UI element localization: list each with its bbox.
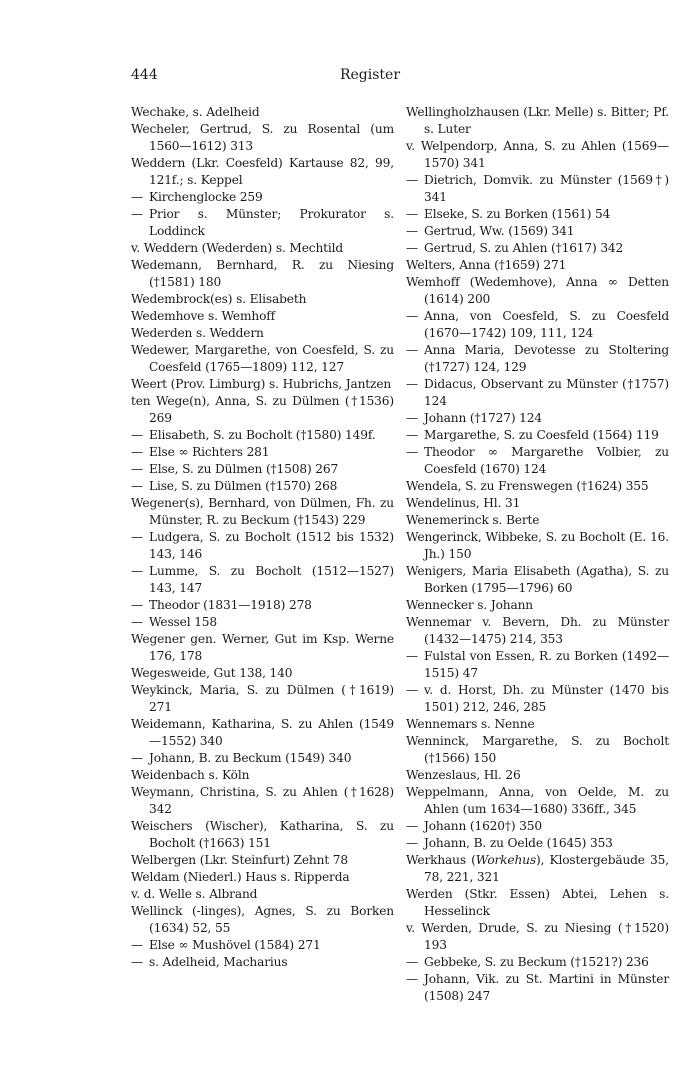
running-head: Register: [339, 67, 401, 83]
index-entry: [406, 104, 669, 138]
index-entry: [131, 393, 394, 427]
repeat-dash: —: [131, 564, 144, 578]
entry-text: Wennecker s. Johann: [406, 598, 533, 612]
entry-text: Werkhaus (: [406, 853, 476, 867]
entry-text: Welters, Anna (†1659) 271: [406, 258, 567, 272]
entry-text: Kirchenglocke 259: [149, 190, 263, 204]
repeat-dash: —: [406, 241, 419, 255]
entry-text: v. Welpendorp, Anna, S. zu Ahlen (1569—1570) 341: [406, 139, 669, 170]
index-entry: [131, 342, 394, 376]
entry-text: Wecheler, Gertrud, S. zu Rosental (um 1560—1612) 313: [131, 122, 394, 153]
entry-text: Else ∞ Richters 281: [149, 445, 270, 459]
index-entry: [131, 495, 394, 529]
repeat-dash: —: [131, 428, 144, 442]
index-subentry: [406, 971, 669, 1005]
index-entry: [131, 325, 394, 342]
index-entry: [131, 376, 394, 393]
index-column-left: [131, 104, 394, 971]
entry-text: Theodor ∞ Margarethe Volbier, zu Coesfeld (1670) 124: [424, 445, 669, 476]
index-entry: [406, 257, 669, 274]
entry-text: Weldam (Niederl.) Haus s. Ripperda: [131, 870, 350, 884]
entry-text: Gebbeke, S. zu Beckum (†1521?) 236: [424, 955, 649, 969]
entry-text: Johann, B. zu Beckum (1549) 340: [149, 751, 352, 765]
index-entry: [131, 852, 394, 869]
repeat-dash: —: [406, 343, 419, 357]
index-subentry: [131, 427, 394, 444]
index-entry: [406, 716, 669, 733]
index-subentry: [131, 614, 394, 631]
repeat-dash: —: [406, 411, 419, 425]
index-entry: [131, 631, 394, 665]
entry-text: Wegener(s), Bernhard, von Dülmen, Fh. zu Münster, R. zu Beckum (†1543) 229: [131, 496, 394, 527]
index-subentry: [131, 529, 394, 563]
index-entry: [406, 512, 669, 529]
index-entry: [131, 784, 394, 818]
index-subentry: [131, 597, 394, 614]
entry-text: v. Werden, Drude, S. zu Niesing (†1520) 193: [406, 921, 669, 952]
index-entry: [406, 478, 669, 495]
index-subentry: [406, 818, 669, 835]
index-entry: [131, 886, 394, 903]
index-entry: [131, 291, 394, 308]
entry-text: Else, S. zu Dülmen (†1508) 267: [149, 462, 339, 476]
repeat-dash: —: [406, 955, 419, 969]
repeat-dash: —: [406, 207, 419, 221]
entry-text: Wengerinck, Wibbeke, S. zu Bocholt (E. 16. Jh.) 150: [406, 530, 669, 561]
entry-text: Wenigers, Maria Elisabeth (Agatha), S. zu Borken (1795—1796) 60: [406, 564, 669, 595]
entry-text: s. Adelheid, Macharius: [149, 955, 288, 969]
repeat-dash: —: [406, 819, 419, 833]
index-subentry: [406, 223, 669, 240]
repeat-dash: —: [131, 598, 144, 612]
index-subentry: [131, 954, 394, 971]
index-subentry: [406, 427, 669, 444]
entry-text: Wemhoff (Wedemhove), Anna ∞ Detten (1614) 200: [406, 275, 669, 306]
entry-text: Elseke, S. zu Borken (1561) 54: [424, 207, 611, 221]
index-entry: [406, 529, 669, 563]
entry-text: Lise, S. zu Dülmen (†1570) 268: [149, 479, 338, 493]
index-subentry: [406, 835, 669, 852]
entry-text: ten Wege(n), Anna, S. zu Dülmen (†1536) 269: [131, 394, 394, 425]
index-subentry: [406, 172, 669, 206]
entry-text: Werden (Stkr. Essen) Abtei, Lehen s. Hesselinck: [406, 887, 669, 918]
entry-text: Gertrud, Ww. (1569) 341: [424, 224, 575, 238]
entry-text: Prior s. Münster; Prokurator s. Loddinck: [149, 207, 394, 238]
entry-text: Wegener gen. Werner, Gut im Ksp. Werne 176, 178: [131, 632, 394, 663]
index-subentry: [131, 461, 394, 478]
entry-text: Else ∞ Mushövel (1584) 271: [149, 938, 321, 952]
entry-text: Wessel 158: [149, 615, 217, 629]
index-subentry: [131, 937, 394, 954]
entry-text: v. Weddern (Wederden) s. Mechtild: [131, 241, 344, 255]
index-entry: [131, 818, 394, 852]
entry-text: ), Klostergebäude 35, 78, 221, 321: [424, 853, 669, 884]
repeat-dash: —: [406, 972, 419, 986]
entry-text: Wendelinus, Hl. 31: [406, 496, 521, 510]
index-entry: [131, 903, 394, 937]
entry-text: Wederden s. Weddern: [131, 326, 264, 340]
entry-text: Wenzeslaus, Hl. 26: [406, 768, 521, 782]
index-entry: [406, 597, 669, 614]
index-entry: [131, 665, 394, 682]
index-entry: [131, 155, 394, 189]
entry-text: Wenemerinck s. Berte: [406, 513, 540, 527]
index-subentry: [131, 444, 394, 461]
entry-text: Theodor (1831—1918) 278: [149, 598, 312, 612]
index-entry: [131, 257, 394, 291]
index-subentry: [406, 342, 669, 376]
index-column-right: [406, 104, 669, 1005]
entry-text: Johann (1620†) 350: [424, 819, 542, 833]
entry-text: Weidenbach s. Köln: [131, 768, 250, 782]
index-entry: [131, 121, 394, 155]
index-subentry: [406, 240, 669, 257]
entry-text: Wedembrock(es) s. Elisabeth: [131, 292, 307, 306]
entry-italic-term: Workehus: [475, 853, 536, 867]
index-entry: [131, 716, 394, 750]
index-entry: [131, 308, 394, 325]
index-subentry: [406, 682, 669, 716]
repeat-dash: —: [131, 207, 144, 221]
entry-text: Wenninck, Margarethe, S. zu Bocholt (†1566) 150: [406, 734, 669, 765]
entry-text: Wedemhove s. Wemhoff: [131, 309, 275, 323]
index-subentry: [406, 954, 669, 971]
entry-text: v. d. Welle s. Albrand: [131, 887, 258, 901]
repeat-dash: —: [406, 224, 419, 238]
index-subentry: [131, 750, 394, 767]
entry-text: Wennemar v. Bevern, Dh. zu Münster (1432—1475) 214, 353: [406, 615, 669, 646]
index-entry: [406, 886, 669, 920]
index-subentry: [131, 563, 394, 597]
index-entry: [406, 495, 669, 512]
page-number: 444: [131, 67, 158, 83]
repeat-dash: —: [131, 190, 144, 204]
repeat-dash: —: [131, 615, 144, 629]
entry-text: Wellinck (-linges), Agnes, S. zu Borken (1634) 52, 55: [131, 904, 394, 935]
entry-text: Wedewer, Margarethe, von Coesfeld, S. zu Coesfeld (1765—1809) 112, 127: [131, 343, 394, 374]
entry-text: Wellingholzhausen (Lkr. Melle) s. Bitter; Pf. s. Luter: [406, 105, 669, 136]
index-subentry: [131, 189, 394, 206]
index-entry: [131, 104, 394, 121]
index-entry: [406, 563, 669, 597]
entry-text: Dietrich, Domvik. zu Münster (1569†) 341: [424, 173, 669, 204]
index-entry: [406, 767, 669, 784]
repeat-dash: —: [131, 751, 144, 765]
entry-text: Wechake, s. Adelheid: [131, 105, 260, 119]
repeat-dash: —: [406, 309, 419, 323]
repeat-dash: —: [406, 836, 419, 850]
entry-text: Weykinck, Maria, S. zu Dülmen (†1619) 271: [131, 683, 394, 714]
entry-text: Weidemann, Katharina, S. zu Ahlen (1549—1552) 340: [131, 717, 394, 748]
entry-text: Ludgera, S. zu Bocholt (1512 bis 1532) 143, 146: [149, 530, 394, 561]
repeat-dash: —: [131, 479, 144, 493]
entry-text: Wegesweide, Gut 138, 140: [131, 666, 293, 680]
entry-text: Weischers (Wischer), Katharina, S. zu Bocholt (†1663) 151: [131, 819, 394, 850]
index-entry: [406, 733, 669, 767]
index-entry: [406, 852, 669, 886]
repeat-dash: —: [131, 530, 144, 544]
entry-text: Weert (Prov. Limburg) s. Hubrichs, Jantzen: [131, 377, 392, 391]
index-entry: [406, 784, 669, 818]
entry-text: Weddern (Lkr. Coesfeld) Kartause 82, 99, 121f.; s. Keppel: [131, 156, 394, 187]
index-subentry: [406, 308, 669, 342]
entry-text: Wennemars s. Nenne: [406, 717, 535, 731]
entry-text: Margarethe, S. zu Coesfeld (1564) 119: [424, 428, 659, 442]
repeat-dash: —: [406, 649, 419, 663]
repeat-dash: —: [131, 938, 144, 952]
entry-text: Welbergen (Lkr. Steinfurt) Zehnt 78: [131, 853, 349, 867]
entry-text: Fulstal von Essen, R. zu Borken (1492—1515) 47: [424, 649, 669, 680]
entry-text: Weppelmann, Anna, von Oelde, M. zu Ahlen (um 1634—1680) 336ff., 345: [406, 785, 669, 816]
entry-text: Anna, von Coesfeld, S. zu Coesfeld (1670—1742) 109, 111, 124: [424, 309, 669, 340]
repeat-dash: —: [406, 377, 419, 391]
repeat-dash: —: [406, 173, 419, 187]
entry-text: Johann (†1727) 124: [424, 411, 542, 425]
entry-text: v. d. Horst, Dh. zu Münster (1470 bis 1501) 212, 246, 285: [424, 683, 669, 714]
index-entry: [406, 920, 669, 954]
entry-text: Johann, Vik. zu St. Martini in Münster (1508) 247: [424, 972, 669, 1003]
entry-text: Weymann, Christina, S. zu Ahlen (†1628) 342: [131, 785, 394, 816]
repeat-dash: —: [131, 462, 144, 476]
index-entry: [131, 869, 394, 886]
entry-text: Wendela, S. zu Frenswegen (†1624) 355: [406, 479, 649, 493]
index-subentry: [406, 206, 669, 223]
index-subentry: [406, 648, 669, 682]
repeat-dash: —: [406, 445, 419, 459]
index-subentry: [406, 376, 669, 410]
repeat-dash: —: [406, 428, 419, 442]
repeat-dash: —: [131, 445, 144, 459]
entry-text: Elisabeth, S. zu Bocholt (†1580) 149f.: [149, 428, 376, 442]
entry-text: Anna Maria, Devotesse zu Stoltering (†1727) 124, 129: [424, 343, 669, 374]
index-subentry: [406, 444, 669, 478]
entry-text: Johann, B. zu Oelde (1645) 353: [424, 836, 613, 850]
repeat-dash: —: [131, 955, 144, 969]
repeat-dash: —: [406, 683, 419, 697]
entry-text: Gertrud, S. zu Ahlen (†1617) 342: [424, 241, 624, 255]
index-entry: [131, 682, 394, 716]
index-subentry: [131, 206, 394, 240]
index-entry: [406, 138, 669, 172]
index-entry: [406, 274, 669, 308]
entry-text: Didacus, Observant zu Münster (†1757) 124: [424, 377, 669, 408]
entry-text: Lumme, S. zu Bocholt (1512—1527) 143, 147: [149, 564, 394, 595]
index-entry: [131, 767, 394, 784]
index-subentry: [131, 478, 394, 495]
index-entry: [131, 240, 394, 257]
index-subentry: [406, 410, 669, 427]
index-entry: [406, 614, 669, 648]
entry-text: Wedemann, Bernhard, R. zu Niesing (†1581) 180: [131, 258, 394, 289]
